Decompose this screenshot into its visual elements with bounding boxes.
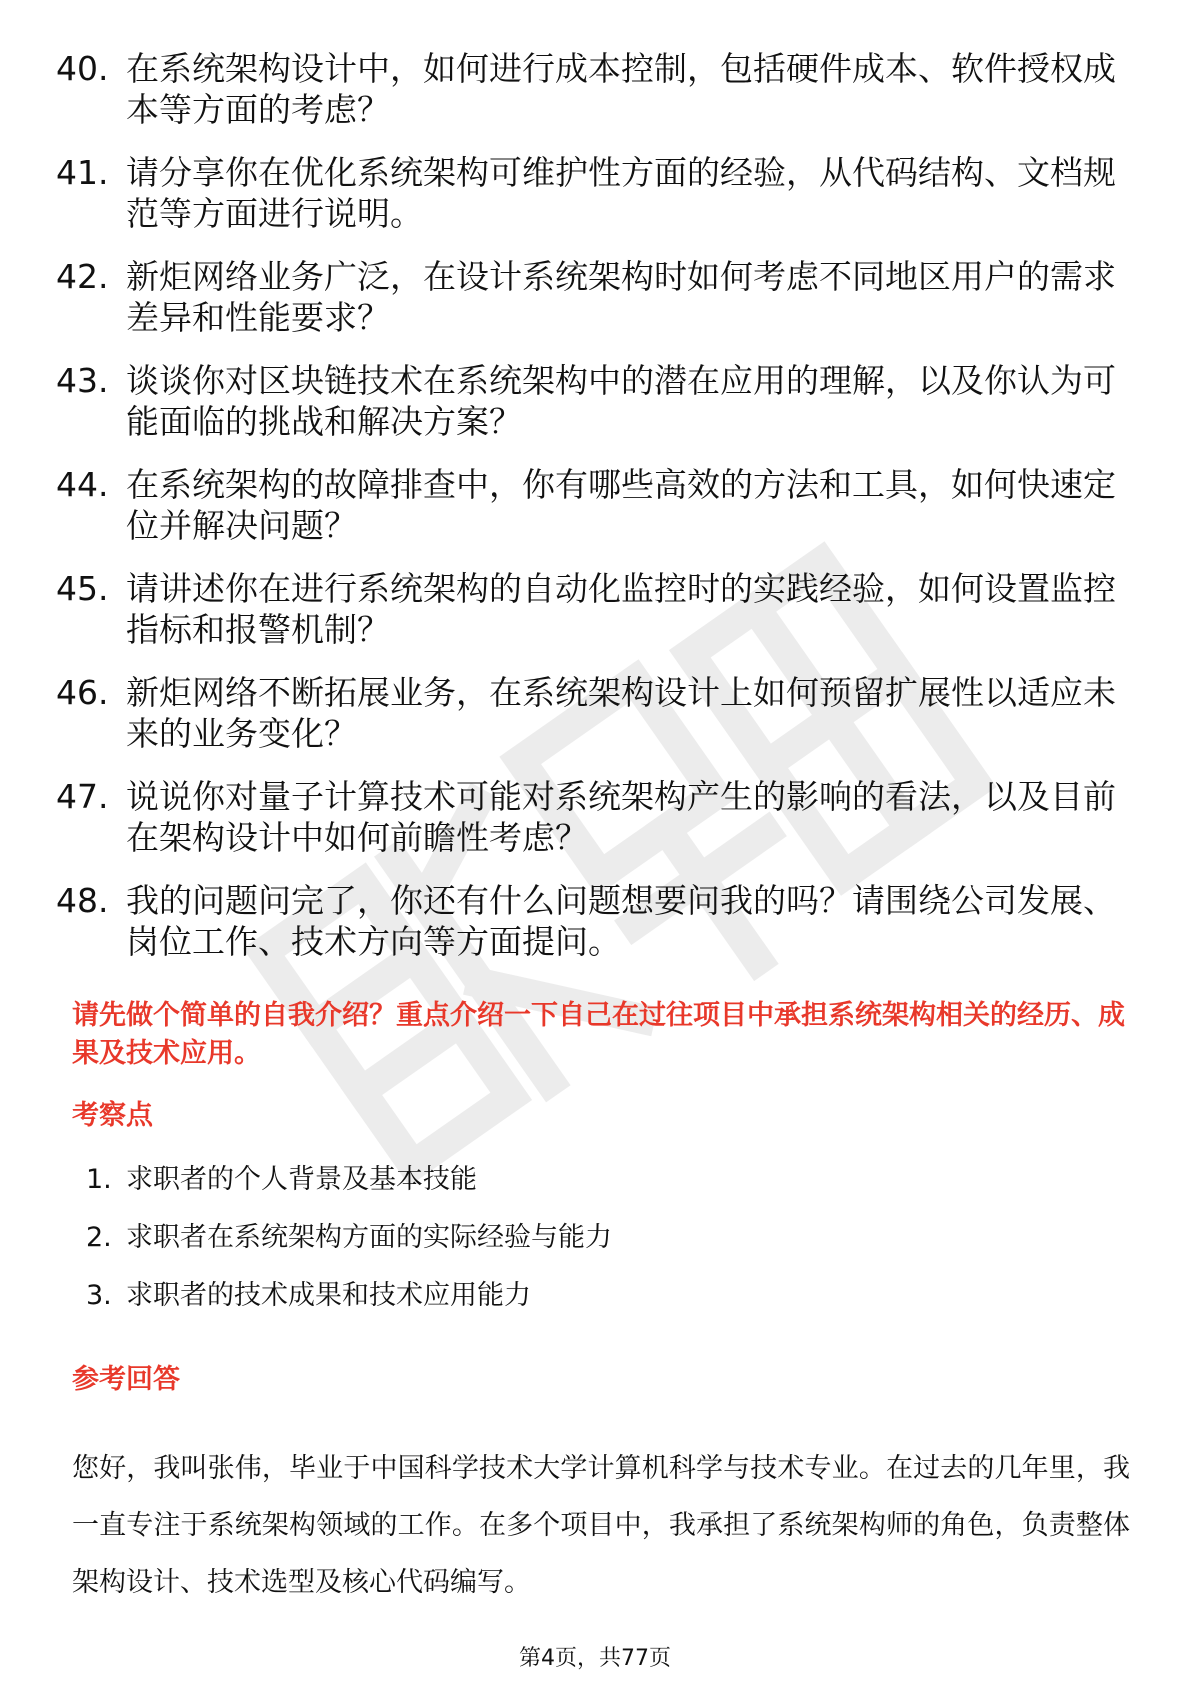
question-item bbox=[56, 880, 1136, 984]
question-number: 44. bbox=[56, 465, 109, 504]
question-text: 我的问题问完了，你还有什么问题想要问我的吗？请围绕公司发展、岗位工作、技术方向等方面提问。 bbox=[126, 881, 1116, 961]
intro-question-heading: 请先做个简单的自我介绍？重点介绍一下自己在过往项目中承担系统架构相关的经历、成果及技术应用。 bbox=[72, 1000, 1125, 1069]
question-number: 40. bbox=[56, 49, 109, 88]
point-text: 求职者的个人背景及基本技能 bbox=[126, 1164, 477, 1195]
question-item bbox=[56, 464, 1136, 568]
points-section-title: 考察点 bbox=[72, 1100, 153, 1131]
list-item bbox=[86, 1162, 1126, 1220]
question-number: 46. bbox=[56, 673, 109, 712]
point-text: 求职者的技术成果和技术应用能力 bbox=[126, 1280, 531, 1311]
question-text: 请讲述你在进行系统架构的自动化监控时的实践经验，如何设置监控指标和报警机制？ bbox=[126, 569, 1116, 649]
question-text: 谈谈你对区块链技术在系统架构中的潜在应用的理解，以及你认为可能面临的挑战和解决方案？ bbox=[126, 361, 1116, 441]
question-text: 新炬网络业务广泛，在设计系统架构时如何考虑不同地区用户的需求差异和性能要求？ bbox=[126, 257, 1116, 337]
question-item bbox=[56, 776, 1136, 880]
question-item bbox=[56, 360, 1136, 464]
question-number: 41. bbox=[56, 153, 109, 192]
question-number: 47. bbox=[56, 777, 109, 816]
question-item bbox=[56, 568, 1136, 672]
question-item bbox=[56, 256, 1136, 360]
point-number: 3. bbox=[86, 1280, 112, 1311]
question-number: 42. bbox=[56, 257, 109, 296]
page-footer: 第4页，共77页 bbox=[519, 1646, 671, 1671]
list-item bbox=[86, 1220, 1126, 1278]
question-text: 说说你对量子计算技术可能对系统架构产生的影响的看法，以及目前在架构设计中如何前瞻性考虑？ bbox=[126, 777, 1116, 857]
question-text: 在系统架构的故障排查中，你有哪些高效的方法和工具，如何快速定位并解决问题？ bbox=[126, 465, 1116, 545]
question-number: 45. bbox=[56, 569, 109, 608]
question-item bbox=[56, 48, 1136, 152]
point-number: 1. bbox=[86, 1164, 112, 1195]
points-list bbox=[86, 1162, 1126, 1336]
question-text: 请分享你在优化系统架构可维护性方面的经验，从代码结构、文档规范等方面进行说明。 bbox=[126, 153, 1116, 233]
point-text: 求职者在系统架构方面的实际经验与能力 bbox=[126, 1222, 612, 1253]
question-number: 43. bbox=[56, 361, 109, 400]
question-item bbox=[56, 152, 1136, 256]
answer-paragraph: 您好，我叫张伟，毕业于中国科学技术大学计算机科学与技术专业。在过去的几年里，我一直专注于系统架构领域的工作。在多个项目中，我承担了系统架构师的角色，负责整体架构设计、技术选型及核心代码编写。 bbox=[72, 1453, 1130, 1598]
question-list bbox=[56, 48, 1136, 984]
question-number: 48. bbox=[56, 881, 109, 920]
question-text: 在系统架构设计中，如何进行成本控制，包括硬件成本、软件授权成本等方面的考虑？ bbox=[126, 49, 1116, 129]
point-number: 2. bbox=[86, 1222, 112, 1253]
list-item bbox=[86, 1278, 1126, 1336]
question-text: 新炬网络不断拓展业务，在系统架构设计上如何预留扩展性以适应未来的业务变化？ bbox=[126, 673, 1116, 753]
question-item bbox=[56, 672, 1136, 776]
answer-section-title: 参考回答 bbox=[72, 1364, 180, 1395]
